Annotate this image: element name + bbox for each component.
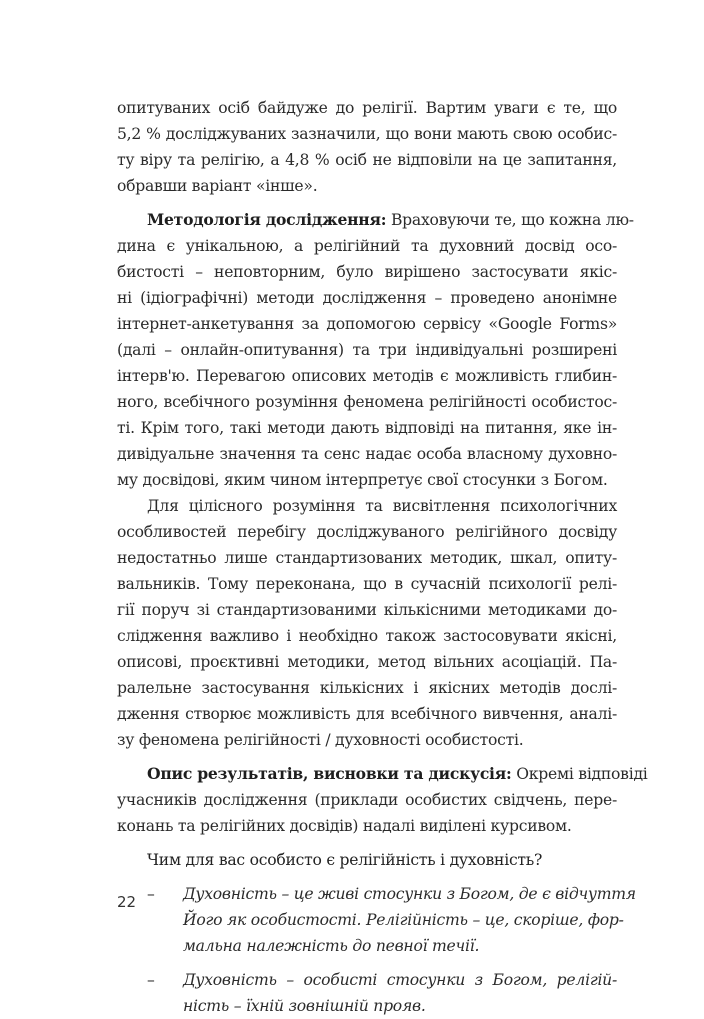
text-line: мальна належність до певної течії. bbox=[183, 937, 480, 955]
text-line: обравши варіант «інше». bbox=[117, 177, 318, 195]
text-line: ту віру та релігію, а 4,8 % осіб не відповіли на це запитання, bbox=[117, 151, 617, 169]
text-line: ні (ідіографічні) методи дослідження – проведено анонімне bbox=[117, 289, 617, 307]
dash-bullet-icon: – bbox=[147, 971, 155, 989]
paragraph-methodology bbox=[117, 207, 634, 493]
page-number: 22 bbox=[117, 893, 137, 911]
question-block bbox=[117, 847, 617, 873]
text-line: му досвідові, яким чином інтерпретує свої стосунки з Богом. bbox=[117, 471, 608, 489]
answer-item bbox=[117, 881, 636, 959]
text-line: (далі – онлайн-опитування) та три індивідуальні розширені bbox=[117, 341, 617, 359]
text-line-with-heading bbox=[117, 761, 648, 787]
text-line: конань та релігійних досвідів) надалі виділені курсивом. bbox=[117, 817, 572, 835]
paragraph-intro bbox=[117, 95, 617, 199]
text-line-with-heading bbox=[117, 207, 634, 233]
text-line: недостатньо лише стандартизованих методик, шкал, опиту- bbox=[117, 549, 617, 567]
text-fragment: Враховуючи те, що кожна лю- bbox=[386, 211, 634, 229]
answer-item-2 bbox=[117, 967, 617, 1019]
text-line: Його як особистості. Релігійність – це, скоріше, фор- bbox=[183, 911, 624, 929]
text-line: опитуваних осіб байдуже до релігії. Вартим уваги є те, що bbox=[117, 99, 617, 117]
text-line: Духовність – особисті стосунки з Богом, релігій- bbox=[183, 971, 617, 989]
text-line: ралельне застосування кількісних і якісних методів дослі- bbox=[117, 679, 617, 697]
question-text: Чим для вас особисто є релігійність і духовність? bbox=[147, 851, 543, 869]
text-line: 5,2 % досліджуваних зазначили, що вони мають свою особис- bbox=[117, 125, 617, 143]
document-page bbox=[117, 95, 648, 1019]
section-heading-results: Опис результатів, висновки та дискусія: bbox=[147, 764, 512, 783]
text-line: бистості – неповторним, було вирішено застосувати якіс- bbox=[117, 263, 617, 281]
text-line: Для цілісного розуміння та висвітлення психологічних bbox=[147, 497, 617, 515]
text-line: дивідуальне значення та сенс надає особа власному духовно- bbox=[117, 445, 617, 463]
text-line: слідження важливо і необхідно також застосовувати якісні, bbox=[117, 627, 617, 645]
text-line: вальників. Тому переконана, що в сучасній психології релі- bbox=[117, 575, 617, 593]
answer-item bbox=[117, 967, 617, 1019]
dash-bullet-icon: – bbox=[147, 885, 155, 903]
text-line: учасників дослідження (приклади особистих свідчень, пере- bbox=[117, 791, 617, 809]
text-line: гії поруч зі стандартизованими кількісними методиками до- bbox=[117, 601, 617, 619]
text-line: дина є унікальною, а релігійний та духовний досвід осо- bbox=[117, 237, 617, 255]
paragraph-results bbox=[117, 761, 648, 839]
text-line: інтерв'ю. Перевагою описових методів є можливість глибин- bbox=[117, 367, 617, 385]
text-line: інтернет-анкетування за допомогою сервісу «Google Forms» bbox=[117, 315, 617, 333]
answer-item-1 bbox=[117, 881, 636, 959]
text-line: описові, проєктивні методики, метод вільних асоціацій. Па- bbox=[117, 653, 617, 671]
text-line: особливостей перебігу досліджуваного релігійного досвіду bbox=[117, 523, 617, 541]
text-line: зу феномена релігійності / духовності особистості. bbox=[117, 731, 524, 749]
text-line: ті. Крім того, такі методи дають відповіді на питання, яке ін- bbox=[117, 419, 617, 437]
text-line: ного, всебічного розуміння феномена релігійності особистос- bbox=[117, 393, 617, 411]
paragraph-integrity bbox=[117, 493, 617, 753]
section-heading-methodology: Методологія дослідження: bbox=[147, 210, 387, 229]
text-line: дження створює можливість для всебічного вивчення, аналі- bbox=[117, 705, 617, 723]
text-fragment: Окремі відповіді bbox=[511, 765, 648, 783]
text-line: ність – їхній зовнішній прояв. bbox=[183, 997, 426, 1015]
text-line: Духовність – це живі стосунки з Богом, де є відчуття bbox=[183, 885, 636, 903]
